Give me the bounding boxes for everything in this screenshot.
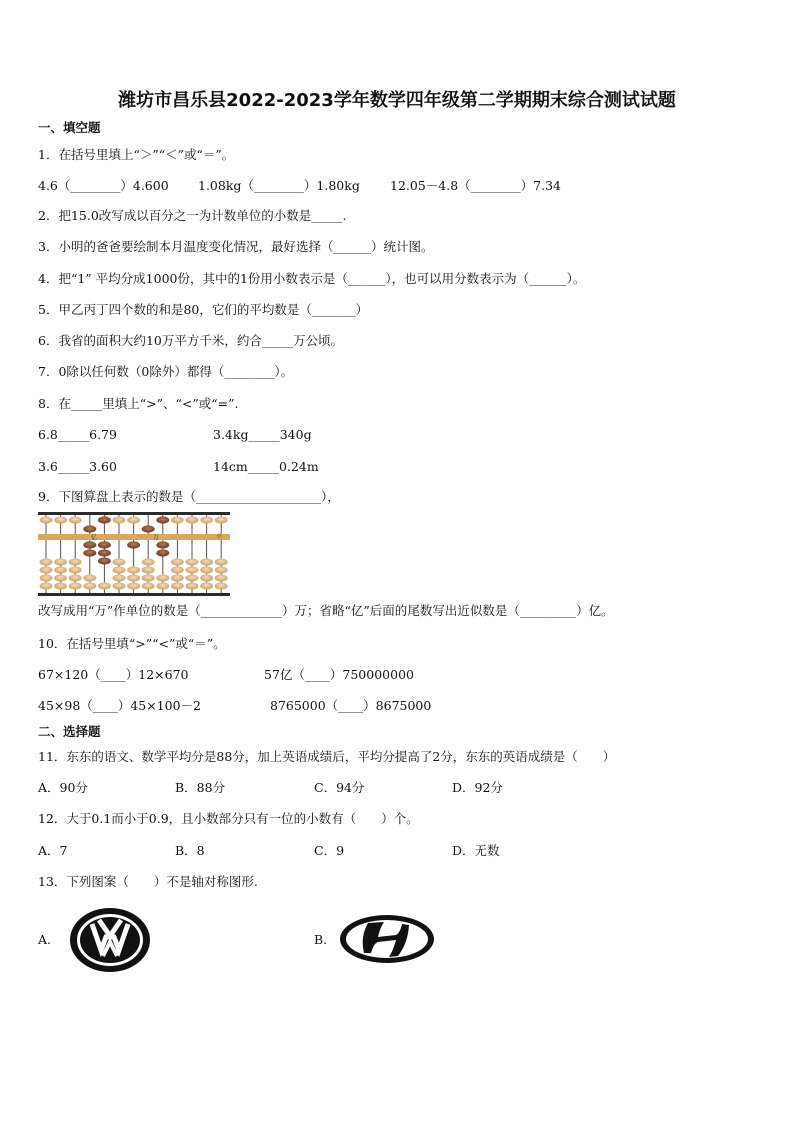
q8-item-1: 6.8_____6.79 [38, 427, 117, 442]
abacus-bead [98, 582, 111, 589]
abacus-bead [54, 516, 67, 523]
q10-item-4: 8765000（____）8675000 [270, 698, 432, 713]
question-13: 13．下列图案（ ）不是轴对称图形. [38, 874, 258, 889]
abacus-bead [54, 558, 67, 565]
abacus-bead [156, 582, 169, 589]
abacus-bead [54, 582, 67, 589]
question-7: 7．0除以任何数（0除外）都得（________）。 [38, 364, 294, 379]
abacus-bead [171, 566, 184, 573]
abacus-bead [127, 566, 140, 573]
abacus-bead [186, 566, 199, 573]
abacus-bead [127, 516, 140, 523]
abacus-bead [215, 574, 228, 581]
q12-option-d: D．无数 [452, 843, 500, 858]
abacus-bottom-frame [38, 593, 230, 596]
hyundai-logo-image [338, 913, 436, 965]
question-9-rewrite: 改写成用“万”作单位的数是（_____________）万；省略“亿”后面的尾数写出近似数是（_________）亿。 [38, 603, 614, 618]
q12-option-b: B．8 [175, 843, 205, 858]
abacus-bead [113, 566, 126, 573]
abacus-bead [83, 525, 96, 532]
abacus-bead [171, 582, 184, 589]
abacus-bead [69, 582, 82, 589]
vw-logo-image [68, 906, 152, 974]
q11-option-a: A．90分 [38, 780, 88, 795]
abacus-bead [200, 582, 213, 589]
q1-item-1: 4.6（________）4.600 [38, 178, 169, 193]
abacus-bead [142, 566, 155, 573]
abacus-bead [54, 566, 67, 573]
abacus-bead [215, 582, 228, 589]
abacus-bead [142, 574, 155, 581]
abacus-bead [69, 516, 82, 523]
abacus-label-ge: 个 [216, 534, 223, 541]
abacus-bead [83, 541, 96, 548]
abacus-bead [142, 525, 155, 532]
abacus-bead [171, 516, 184, 523]
q11-option-c: C．94分 [314, 780, 365, 795]
abacus-bead [127, 574, 140, 581]
q8-item-3: 3.6_____3.60 [38, 459, 117, 474]
abacus-bead [69, 574, 82, 581]
abacus-bead [113, 574, 126, 581]
abacus-bead [69, 558, 82, 565]
section-heading-multiple-choice: 二、选择题 [38, 724, 101, 739]
q11-option-d: D．92分 [452, 780, 503, 795]
abacus-bead [83, 549, 96, 556]
abacus-bead [215, 516, 228, 523]
abacus-bead [127, 582, 140, 589]
abacus-image [38, 512, 230, 596]
abacus-bead [83, 582, 96, 589]
abacus-bead [171, 558, 184, 565]
abacus-bead [113, 516, 126, 523]
abacus-bead [156, 516, 169, 523]
section-heading-fill-blank: 一、填空题 [38, 120, 101, 135]
question-1: 1．在括号里填上“＞”“＜”或“＝”。 [38, 147, 235, 162]
q10-item-3: 45×98（____）45×100－2 [38, 698, 201, 713]
q11-option-b: B．88分 [175, 780, 226, 795]
abacus-bead [156, 549, 169, 556]
abacus-bead [40, 582, 53, 589]
abacus-bead [156, 574, 169, 581]
q12-option-a: A．7 [38, 843, 68, 858]
question-6: 6．我省的面积大约10万平方千米，约合_____万公顷。 [38, 333, 344, 348]
abacus-bead [215, 558, 228, 565]
abacus-bead [98, 516, 111, 523]
question-9: 9．下图算盘上表示的数是（____________________）， [38, 489, 340, 504]
abacus-bead [200, 558, 213, 565]
q10-item-1: 67×120（____）12×670 [38, 667, 189, 682]
abacus-bead [200, 566, 213, 573]
abacus-top-frame [38, 512, 230, 515]
abacus-bead [98, 557, 111, 564]
q13-option-b: B. [314, 932, 328, 947]
question-5: 5．甲乙丙丁四个数的和是80，它们的平均数是（_______） [38, 302, 369, 317]
abacus-bead [171, 574, 184, 581]
question-3: 3．小明的爸爸要绘制本月温度变化情况，最好选择（______）统计图。 [38, 239, 434, 254]
abacus-bead [83, 574, 96, 581]
abacus-bead [113, 582, 126, 589]
abacus-bead [40, 558, 53, 565]
q13-option-a: A. [38, 932, 52, 947]
q12-option-c: C．9 [314, 843, 345, 858]
q8-item-2: 3.4kg_____340g [213, 427, 312, 442]
abacus-bead [40, 516, 53, 523]
q10-item-2: 57亿（____）750000000 [264, 667, 414, 682]
abacus-bead [186, 574, 199, 581]
abacus-bead [215, 566, 228, 573]
abacus-label-wan: 万 [153, 534, 160, 541]
abacus-bead [54, 574, 67, 581]
abacus-bead [156, 541, 169, 548]
question-2: 2．把15.0改写成以百分之一为计数单位的小数是_____. [38, 208, 347, 223]
abacus-bead [142, 582, 155, 589]
page-title: 潍坊市昌乐县2022-2023学年数学四年级第二学期期末综合测试试题 [118, 90, 676, 111]
question-4: 4．把“1” 平均分成1000份，其中的1份用小数表示是（______），也可以用分数表示为（______）。 [38, 271, 586, 286]
q1-item-2: 1.08kg（________）1.80kg [198, 178, 360, 193]
abacus-label-yi: 亿 [91, 534, 98, 541]
abacus-bead [127, 541, 140, 548]
q1-item-3: 12.05－4.8（________）7.34 [390, 178, 561, 193]
abacus-bead [98, 549, 111, 556]
abacus-bead [186, 516, 199, 523]
abacus-bead [200, 574, 213, 581]
abacus-bead [186, 582, 199, 589]
abacus-bead [69, 566, 82, 573]
question-12: 12．大于0.1而小于0.9，且小数部分只有一位的小数有（ ）个。 [38, 811, 419, 826]
abacus-bead [142, 558, 155, 565]
question-8: 8．在_____里填上“>”、“<”或“=”. [38, 396, 239, 411]
abacus-bead [186, 558, 199, 565]
question-11: 11．东东的语文、数学平均分是88分，加上英语成绩后，平均分提高了2分，东东的英语成绩是（ ） [38, 749, 616, 764]
abacus-beam [38, 534, 230, 540]
abacus-bead [98, 541, 111, 548]
abacus-bead [40, 566, 53, 573]
abacus-bead [200, 516, 213, 523]
abacus-bead [40, 574, 53, 581]
abacus-bead [113, 558, 126, 565]
q8-item-4: 14cm_____0.24m [213, 459, 319, 474]
question-10: 10．在括号里填“>”“<”或“＝”。 [38, 636, 226, 651]
